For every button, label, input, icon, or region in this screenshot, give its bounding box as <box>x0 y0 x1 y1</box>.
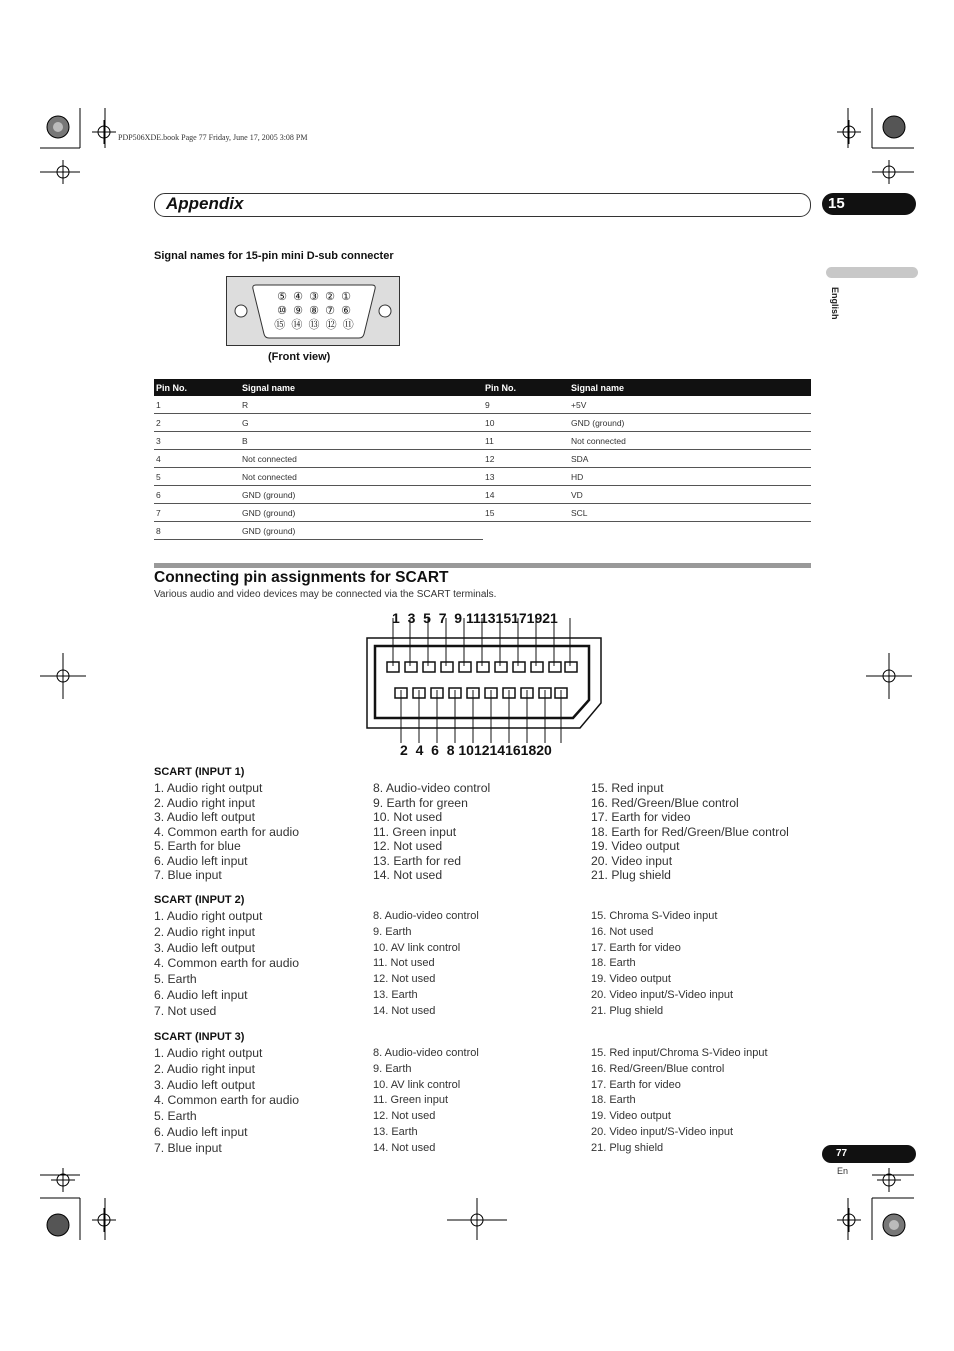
list-item: 3. Audio left output <box>154 1077 255 1092</box>
list-item: 16. Not used <box>591 925 654 938</box>
scart-input-1-heading: SCART (INPUT 1) <box>154 766 245 778</box>
list-item: 21. Plug shield <box>591 1004 664 1017</box>
table-row: 3 B 11 Not connected <box>154 432 811 450</box>
scart-input-3-col2 <box>373 1046 479 1157</box>
list-item: 17. Earth for video <box>591 941 681 954</box>
list-item: 11. Not used <box>373 957 435 970</box>
scart-input-1-col1 <box>154 781 299 883</box>
list-item: 1. Audio right output <box>154 1046 263 1060</box>
list-item: 16. Red/Green/Blue control <box>591 1062 725 1075</box>
print-header: PDP506XDE.book Page 77 Friday, June 17, 2005 3:08 PM <box>118 133 308 142</box>
list-item: 19. Video output <box>591 1110 671 1123</box>
page-number-badge <box>822 1145 916 1163</box>
list-item: 13. Earth <box>373 1125 418 1138</box>
list-item: 6. Audio left input <box>154 1124 248 1139</box>
list-item: 11. Green input <box>373 1094 449 1107</box>
list-item: 8. Audio-video control <box>373 910 479 922</box>
scart-input-3-heading: SCART (INPUT 3) <box>154 1031 245 1043</box>
section-rule <box>154 563 811 568</box>
list-item: 5. Earth <box>154 1109 197 1124</box>
section-subtitle: Various audio and video devices may be connected via the SCART terminals. <box>154 589 497 600</box>
table-row: 1 R 9 +5V <box>154 396 811 414</box>
list-item: 15. Red input/Chroma S-Video input <box>591 1047 768 1059</box>
list-item: 13. Earth for red <box>373 853 462 868</box>
list-item: 21. Plug shield <box>591 1141 664 1154</box>
chapter-number-badge <box>822 193 916 215</box>
table-header: Pin No. <box>483 379 569 396</box>
scart-input-1-col2 <box>373 781 490 883</box>
chapter-title: Appendix <box>166 194 244 213</box>
table-row: 6 GND (ground) 14 VD <box>154 486 811 504</box>
list-item: 9. Earth <box>373 1062 412 1075</box>
list-item: 19. Video output <box>591 839 680 853</box>
dsub-caption: (Front view) <box>268 351 331 363</box>
list-item: 1. Audio right output <box>154 781 263 795</box>
list-item: 13. Earth <box>373 988 418 1001</box>
language-tab-label: English <box>830 287 840 320</box>
list-item: 2. Audio right input <box>154 1061 255 1076</box>
list-item: 21. Plug shield <box>591 868 671 882</box>
list-item: 12. Not used <box>373 1110 436 1123</box>
table-row: 5 Not connected 13 HD <box>154 468 811 486</box>
list-item: 3. Audio left output <box>154 940 255 955</box>
list-item: 10. AV link control <box>373 1078 461 1091</box>
list-item: 17. Earth for video <box>591 1078 681 1091</box>
list-item: 2. Audio right input <box>154 924 255 939</box>
list-item: 4. Common earth for audio <box>154 1093 299 1108</box>
list-item: 2. Audio right input <box>154 795 255 810</box>
list-item: 18. Earth <box>591 1094 636 1107</box>
chapter-header-frame <box>154 193 811 217</box>
dsub-pin-row-2: ⑩ ⑨ ⑧ ⑦ ⑥ <box>277 305 351 317</box>
list-item: 16. Red/Green/Blue control <box>591 795 739 810</box>
dsub-pin-row-3: ⑮ ⑭ ⑬ ⑫ ⑪ <box>274 319 354 331</box>
list-item: 1. Audio right output <box>154 909 263 923</box>
scart-bottom-pin-numbers: 2 4 6 8 101214161820 <box>400 742 552 758</box>
scart-top-pin-numbers: 1 3 5 7 9 111315171921 <box>392 610 558 626</box>
table-row: 2 G 10 GND (ground) <box>154 414 811 432</box>
list-item: 12. Not used <box>373 839 443 853</box>
list-item: 10. Not used <box>373 810 443 824</box>
scart-input-2-heading: SCART (INPUT 2) <box>154 894 245 906</box>
scart-input-2-col2 <box>373 909 479 1020</box>
section-title: Connecting pin assignments for SCART <box>154 569 449 586</box>
scart-input-3-col3 <box>591 1046 768 1157</box>
scart-connector-diagram <box>355 608 605 763</box>
table-header: Pin No. <box>154 379 240 396</box>
dsub-pin-table <box>154 379 811 540</box>
scart-input-2-col1 <box>154 909 299 1020</box>
list-item: 20. Video input/S-Video input <box>591 988 734 1001</box>
scart-input-2-col3 <box>591 909 733 1020</box>
list-item: 5. Earth <box>154 972 197 987</box>
list-item: 14. Not used <box>373 1141 436 1154</box>
list-item: 8. Audio-video control <box>373 1047 479 1059</box>
dsub-connector-diagram <box>226 276 400 346</box>
list-item: 14. Not used <box>373 1004 436 1017</box>
list-item: 3. Audio left output <box>154 810 255 824</box>
list-item: 17. Earth for video <box>591 810 691 824</box>
list-item: 7. Not used <box>154 1003 217 1018</box>
list-item: 4. Common earth for audio <box>154 956 299 971</box>
table-header-row <box>154 379 811 396</box>
page-language-code: En <box>837 1166 849 1176</box>
table-header: Signal name <box>240 379 483 396</box>
list-item: 11. Green input <box>373 824 457 839</box>
page-number: 77 <box>836 1148 848 1159</box>
list-item: 18. Earth <box>591 957 636 970</box>
language-tab <box>826 283 844 343</box>
table-header: Signal name <box>569 379 811 396</box>
list-item: 15. Chroma S-Video input <box>591 910 718 922</box>
chapter-number: 15 <box>828 195 845 212</box>
list-item: 9. Earth for green <box>373 795 468 810</box>
table-row: 8 GND (ground) <box>154 522 811 540</box>
list-item: 20. Video input/S-Video input <box>591 1125 734 1138</box>
list-item: 18. Earth for Red/Green/Blue control <box>591 824 789 839</box>
list-item: 9. Earth <box>373 925 412 938</box>
list-item: 7. Blue input <box>154 868 222 882</box>
list-item: 4. Common earth for audio <box>154 824 299 839</box>
language-tab-bar <box>826 267 918 278</box>
list-item: 8. Audio-video control <box>373 781 491 795</box>
table-row: 4 Not connected 12 SDA <box>154 450 811 468</box>
list-item: 20. Video input <box>591 853 673 868</box>
list-item: 7. Blue input <box>154 1140 222 1155</box>
list-item: 12. Not used <box>373 973 436 986</box>
list-item: 10. AV link control <box>373 941 461 954</box>
dsub-heading: Signal names for 15-pin mini D-sub connecter <box>154 250 394 262</box>
scart-input-3-col1 <box>154 1046 299 1157</box>
list-item: 5. Earth for blue <box>154 839 241 853</box>
list-item: 14. Not used <box>373 868 443 882</box>
list-item: 6. Audio left input <box>154 853 248 868</box>
list-item: 6. Audio left input <box>154 987 248 1002</box>
list-item: 15. Red input <box>591 781 664 795</box>
scart-input-1-col3 <box>591 781 789 883</box>
list-item: 19. Video output <box>591 973 671 986</box>
table-row: 7 GND (ground) 15 SCL <box>154 504 811 522</box>
dsub-pin-row-1: ⑤ ④ ③ ② ① <box>277 291 351 303</box>
